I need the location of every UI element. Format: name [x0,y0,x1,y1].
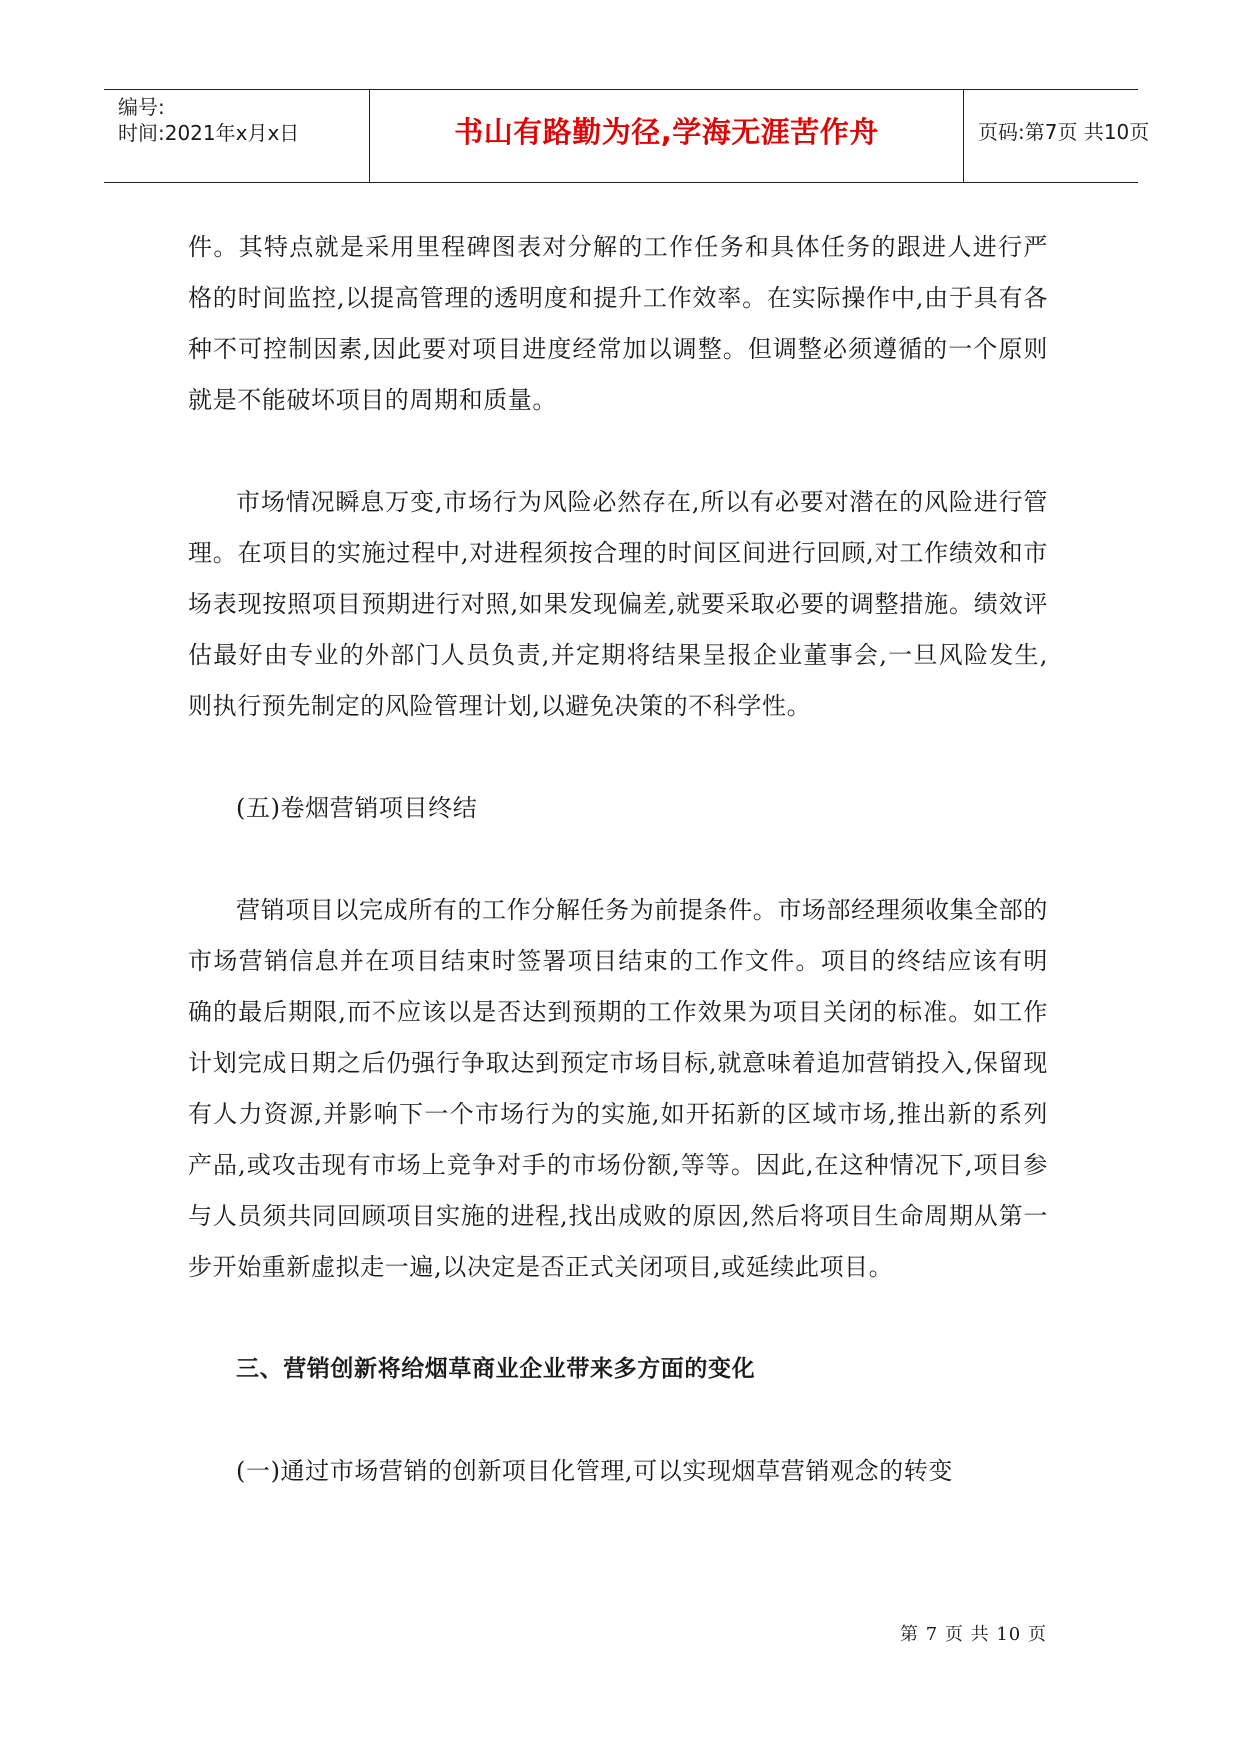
paragraph-risk-management: 市场情况瞬息万变,市场行为风险必然存在,所以有必要对潜在的风险进行管理。在项目的实施过程中,对进程须按合理的时间区间进行回顾,对工作绩效和市场表现按照项目预期进行对照,如果发现偏差,就要采取必要的调整措施。绩效评估最好由专业的外部门人员负责,并定期将结果呈报企业董事会,一旦风险发生,则执行预先制定的风险管理计划,以避免决策的不科学性。 [188,488,1048,720]
paragraph-continuation: 件。其特点就是采用里程碑图表对分解的工作任务和具体任务的跟进人进行严格的时间监控,以提高管理的透明度和提升工作效率。在实际操作中,由于具有各种不可控制因素,因此要对项目进度经常加以调整。但调整必须遵循的一个原则就是不能破坏项目的周期和质量。 [188,233,1048,414]
document-time-label: 时间:2021年x月x日 [118,121,300,145]
header-meta-cell [104,90,370,182]
subheading-project-closure: (五)卷烟营销项目终结 [236,794,478,822]
document-body [188,222,1048,1497]
header-page-cell [964,90,1150,182]
header-page-number: 页码:第7页 共10页 [978,119,1150,144]
page-header [104,89,1150,183]
subheading-1: (一)通过市场营销的创新项目化管理,可以实现烟草营销观念的转变 [236,1457,953,1485]
paragraph-project-closure: 营销项目以完成所有的工作分解任务为前提条件。市场部经理须收集全部的市场营销信息并在项目结束时签署项目结束的工作文件。项目的终结应该有明确的最后期限,而不应该以是否达到预期的工作效果为项目关闭的标准。如工作计划完成日期之后仍强行争取达到预定市场目标,就意味着追加营销投入,保留现有人力资源,并影响下一个市场行为的实施,如开拓新的区域市场,推出新的系列产品,或攻击现有市场上竞争对手的市场份额,等等。因此,在这种情况下,项目参与人员须共同回顾项目实施的进程,找出成败的原因,然后将项目生命周期从第一步开始重新虚拟走一遍,以决定是否正式关闭项目,或延续此项目。 [188,896,1048,1281]
document-number-label: 编号: [118,95,165,119]
header-motto-cell [370,90,964,182]
page-footer: 第 7 页 共 10 页 [900,1624,1047,1645]
header-motto: 书山有路勤为径,学海无涯苦作舟 [454,114,879,149]
section-heading-3: 三、营销创新将给烟草商业企业带来多方面的变化 [236,1356,756,1382]
